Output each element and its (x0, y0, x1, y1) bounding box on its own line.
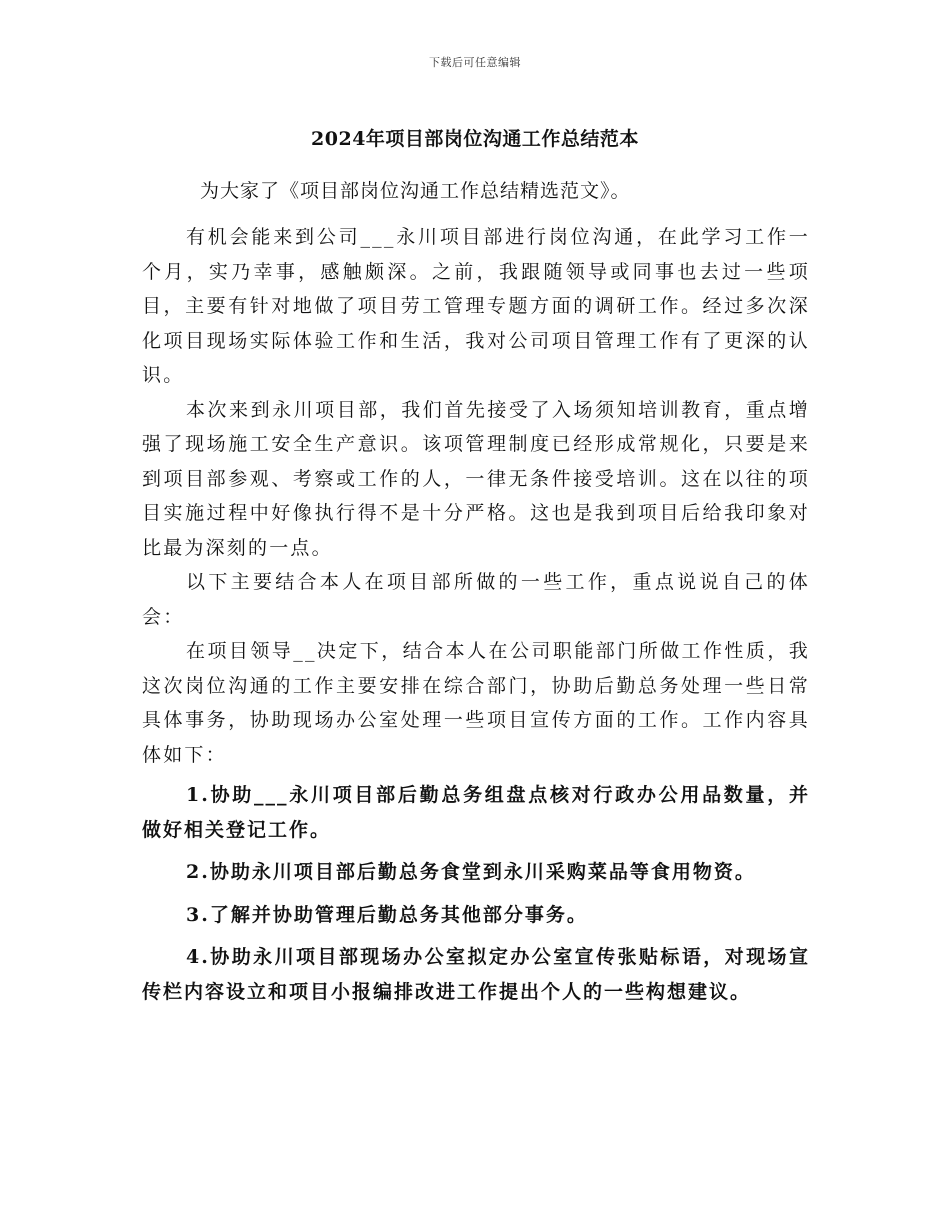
document-body (142, 170, 810, 1017)
list-item: 2.协助永川项目部后勤总务食堂到永川采购菜品等食用物资。 (186, 861, 756, 883)
paragraph: 本次来到永川项目部，我们首先接受了入场须知培训教育，重点增强了现场施工安全生产意识。该项管理制度已经形成常规化，只要是来到项目部参观、考察或工作的人，一律无条件接受培训。这在以往的项目实施过程中好像执行得不是十分严格。这也是我到项目后给我印象对比最为深刻的一点。 (142, 398, 810, 559)
header-note: 下载后可任意编辑 (429, 56, 521, 69)
document-title: 2024年项目部岗位沟通工作总结范本 (311, 128, 639, 150)
list-item: 4.协助永川项目部现场办公室拟定办公室宣传张贴标语，对现场宣传栏内容设立和项目小报编排改进工作提出个人的一些构想建议。 (142, 946, 810, 1003)
intro-line: 为大家了《项目部岗位沟通工作总结精选范文》。 (200, 180, 631, 202)
paragraph: 以下主要结合本人在项目部所做的一些工作，重点说说自己的体会： (142, 571, 810, 628)
paragraph: 有机会能来到公司___永川项目部进行岗位沟通，在此学习工作一个月，实乃幸事，感触颇深。之前，我跟随领导或同事也去过一些项目，主要有针对地做了项目劳工管理专题方面的调研工作。经过多次深化项目现场实际体验工作和生活，我对公司项目管理工作有了更深的认识。 (142, 226, 810, 386)
list-item: 3.了解并协助管理后勤总务其他部分事务。 (186, 903, 588, 926)
list-item: 1.协助___永川项目部后勤总务组盘点核对行政办公用品数量，并做好相关登记工作。 (142, 784, 810, 841)
paragraph: 在项目领导__决定下，结合本人在公司职能部门所做工作性质，我这次岗位沟通的工作主要安排在综合部门，协助后勤总务处理一些日常具体事务，协助现场办公室处理一些项目宣传方面的工作。工作内容具体如下： (142, 640, 810, 766)
